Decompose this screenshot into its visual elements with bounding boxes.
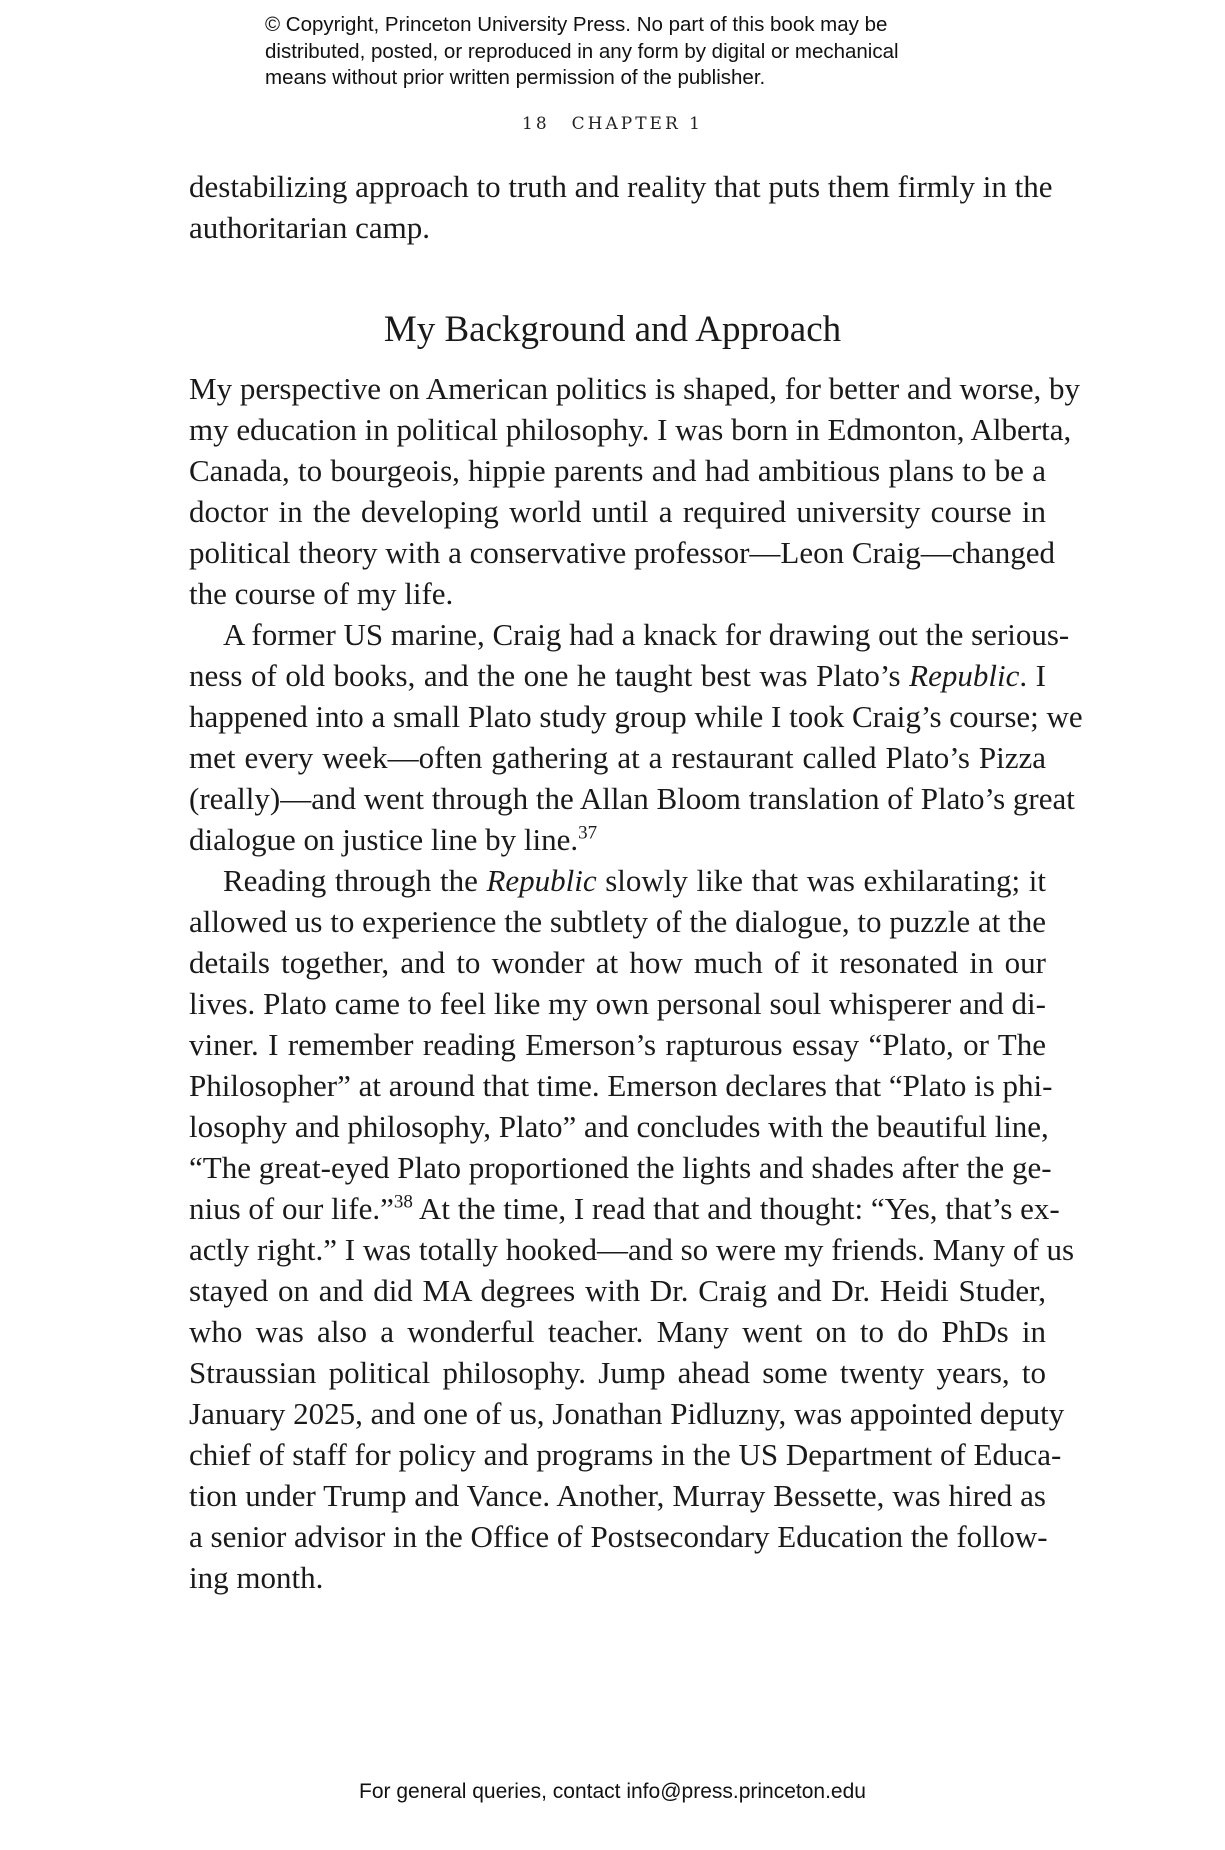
text-line: (really)—and went through the Allan Bloom translation of Plato’s great [189, 781, 1075, 816]
text-line: ing month. [189, 1560, 324, 1595]
text-line: “The great-eyed Plato proportioned the lights and shades after the ge- [189, 1150, 1052, 1185]
text-span: dialogue on justice line by line. [189, 822, 579, 857]
copyright-line: distributed, posted, or reproduced in any form by digital or mechanical [265, 39, 899, 63]
text-line: January 2025, and one of us, Jonathan Pidluzny, was appointed deputy [189, 1396, 1065, 1431]
text-line: who was also a wonderful teacher. Many went on to do PhDs in [189, 1314, 1046, 1349]
footer-contact: For general queries, contact info@press.princeton.edu [359, 1780, 866, 1803]
text-line: met every week—often gathering at a restaurant called Plato’s Pizza [189, 740, 1046, 775]
footnote-marker: 38 [393, 1191, 413, 1213]
text-span: At the time, I read that and thought: “Yes, that’s ex- [412, 1191, 1060, 1226]
paragraph-2 [189, 614, 1083, 860]
text-line [189, 819, 1046, 860]
intro-paragraph [189, 166, 1053, 248]
copyright-line: means without prior written permission of the publisher. [265, 66, 766, 89]
book-title: Republic [909, 658, 1020, 693]
text-span: . I [1019, 658, 1047, 693]
text-line: tion under Trump and Vance. Another, Murray Bessette, was hired as [189, 1478, 1046, 1513]
text-line: viner. I remember reading Emerson’s rapturous essay “Plato, or The [189, 1027, 1046, 1062]
text-line: happened into a small Plato study group while I took Craig’s course; we [189, 699, 1083, 734]
text-line: my education in political philosophy. I was born in Edmonton, Alberta, [189, 412, 1072, 447]
book-title: Republic [486, 863, 597, 898]
text-line: actly right.” I was totally hooked—and so were my friends. Many of us [189, 1232, 1075, 1267]
text-line: political theory with a conservative professor—Leon Craig—changed [189, 535, 1056, 570]
text-span: nius of our life.” [189, 1191, 394, 1226]
footnote-marker: 37 [578, 822, 598, 844]
text-line: the course of my life. [189, 576, 454, 611]
paragraph-3 [189, 860, 1075, 1598]
text-span: slowly like that was exhilarating; it [596, 863, 1046, 898]
text-line: A former US marine, Craig had a knack for drawing out the serious- [223, 617, 1070, 652]
text-line: authoritarian camp. [189, 210, 431, 245]
running-head [0, 114, 1225, 134]
section-heading: My Background and Approach [383, 309, 842, 350]
page-number: 18 [522, 114, 550, 134]
text-line [189, 655, 1046, 696]
text-line: doctor in the developing world until a required university course in [189, 494, 1046, 529]
copyright-notice [265, 12, 1025, 92]
chapter-label: CHAPTER 1 [571, 114, 703, 134]
copyright-line: © Copyright, Princeton University Press. No part of this book may be [265, 13, 888, 36]
text-line: Canada, to bourgeois, hippie parents and had ambitious plans to be a [189, 453, 1046, 488]
text-line: chief of staff for policy and programs in the US Department of Educa- [189, 1437, 1062, 1472]
text-span: ness of old books, and the one he taught best was Plato’s [189, 658, 910, 693]
text-line: My perspective on American politics is shaped, for better and worse, by [189, 371, 1081, 406]
text-span: Reading through the [223, 863, 487, 898]
text-line: Straussian political philosophy. Jump ahead some twenty years, to [189, 1355, 1046, 1390]
text-line: a senior advisor in the Office of Postsecondary Education the follow- [189, 1519, 1048, 1554]
text-line: lives. Plato came to feel like my own personal soul whisperer and di- [189, 986, 1046, 1021]
text-line: Philosopher” at around that time. Emerson declares that “Plato is phi- [189, 1068, 1053, 1103]
text-line [189, 1188, 1060, 1229]
text-line: stayed on and did MA degrees with Dr. Craig and Dr. Heidi Studer, [189, 1273, 1046, 1308]
text-line: allowed us to experience the subtlety of the dialogue, to puzzle at the [189, 904, 1046, 939]
text-line: details together, and to wonder at how much of it resonated in our [189, 945, 1046, 980]
text-line: losophy and philosophy, Plato” and concludes with the beautiful line, [189, 1109, 1049, 1144]
paragraph-1 [189, 368, 1081, 614]
text-line: destabilizing approach to truth and reality that puts them firmly in the [189, 169, 1053, 204]
text-line [189, 860, 1046, 901]
